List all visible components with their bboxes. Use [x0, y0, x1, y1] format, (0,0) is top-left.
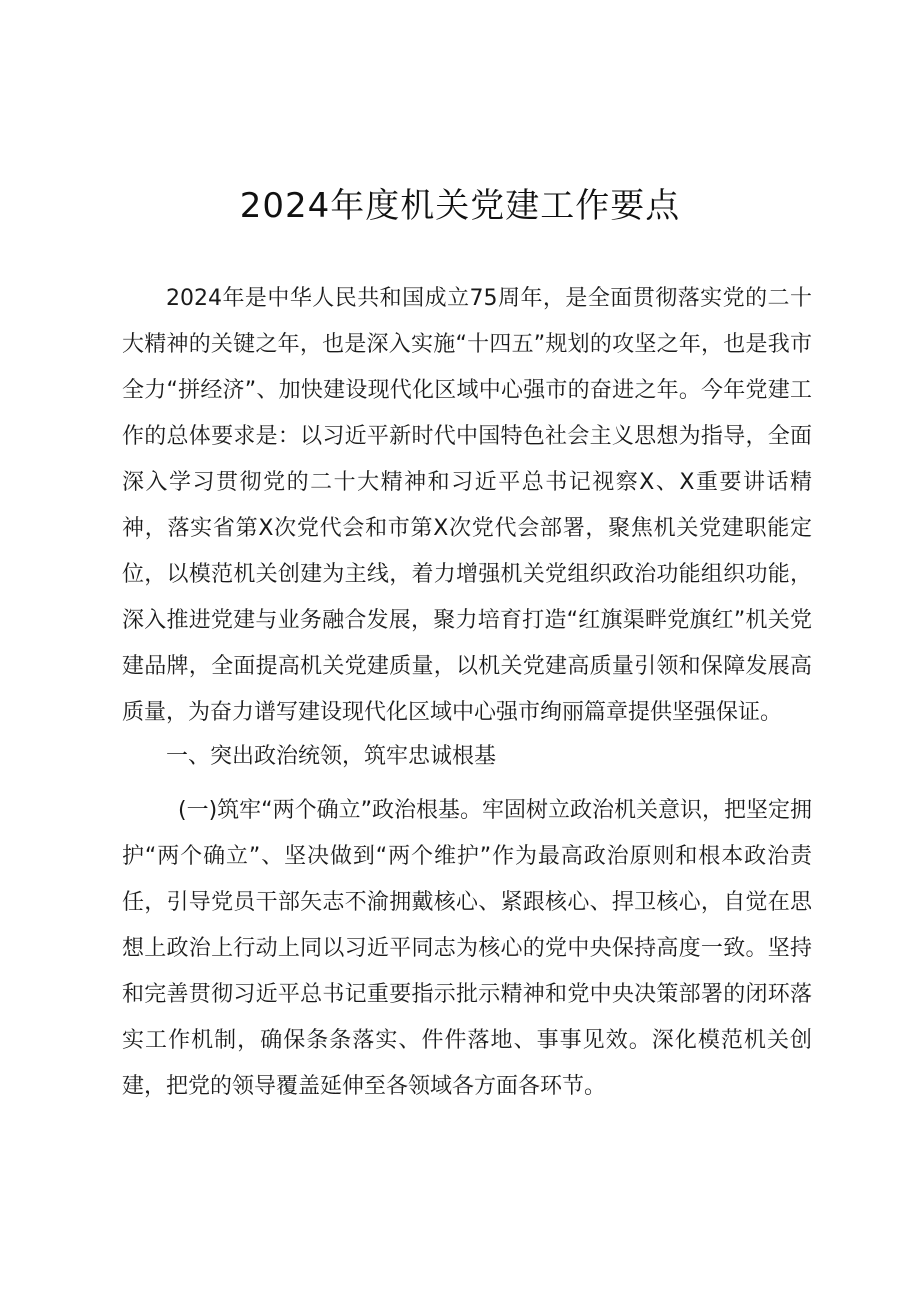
section-heading-1: 一、突出政治统领，筑牢忠诚根基 — [166, 744, 497, 769]
section-1-paragraph-1: (一)筑牢“两个确立”政治根基。牢固树立政治机关意识，把坚定拥护“两个确立”、坚决做到“两个维护”作为最高政治原则和根本政治责任，引导党员干部矢志不渝拥戴核心、紧跟核心、捍卫核心，自觉在思想上政治上行动上同以习近平同志为核心的党中央保持高度一致。坚持和完善贯彻习近平总书记重要指示批示精神和党中央决策部署的闭环落实工作机制，确保条条落实、件件落地、事事见效。深化模范机关创建，把党的领导覆盖延伸至各领域各方面各环节。 — [122, 798, 812, 1099]
intro-paragraph: 2024年是中华人民共和国成立75周年，是全面贯彻落实党的二十大精神的关键之年，也是深入实施“十四五”规划的攻坚之年，也是我市全力“拼经济”、加快建设现代化区域中心强市的奋进之年。今年党建工作的总体要求是：以习近平新时代中国特色社会主义思想为指导，全面深入学习贯彻党的二十大精神和习近平总书记视察X、X重要讲话精神，落实省第X次党代会和市第X次党代会部署，聚焦机关党建职能定位，以模范机关创建为主线，着力增强机关党组织政治功能组织功能，深入推进党建与业务融合发展，聚力培育打造“红旗渠畔党旗红”机关党建品牌，全面提高机关党建质量，以机关党建高质量引领和保障发展高质量，为奋力谱写建设现代化区域中心强市绚丽篇章提供坚强保证。 — [122, 286, 812, 725]
document-title: 2024年度机关党建工作要点 — [239, 186, 681, 226]
